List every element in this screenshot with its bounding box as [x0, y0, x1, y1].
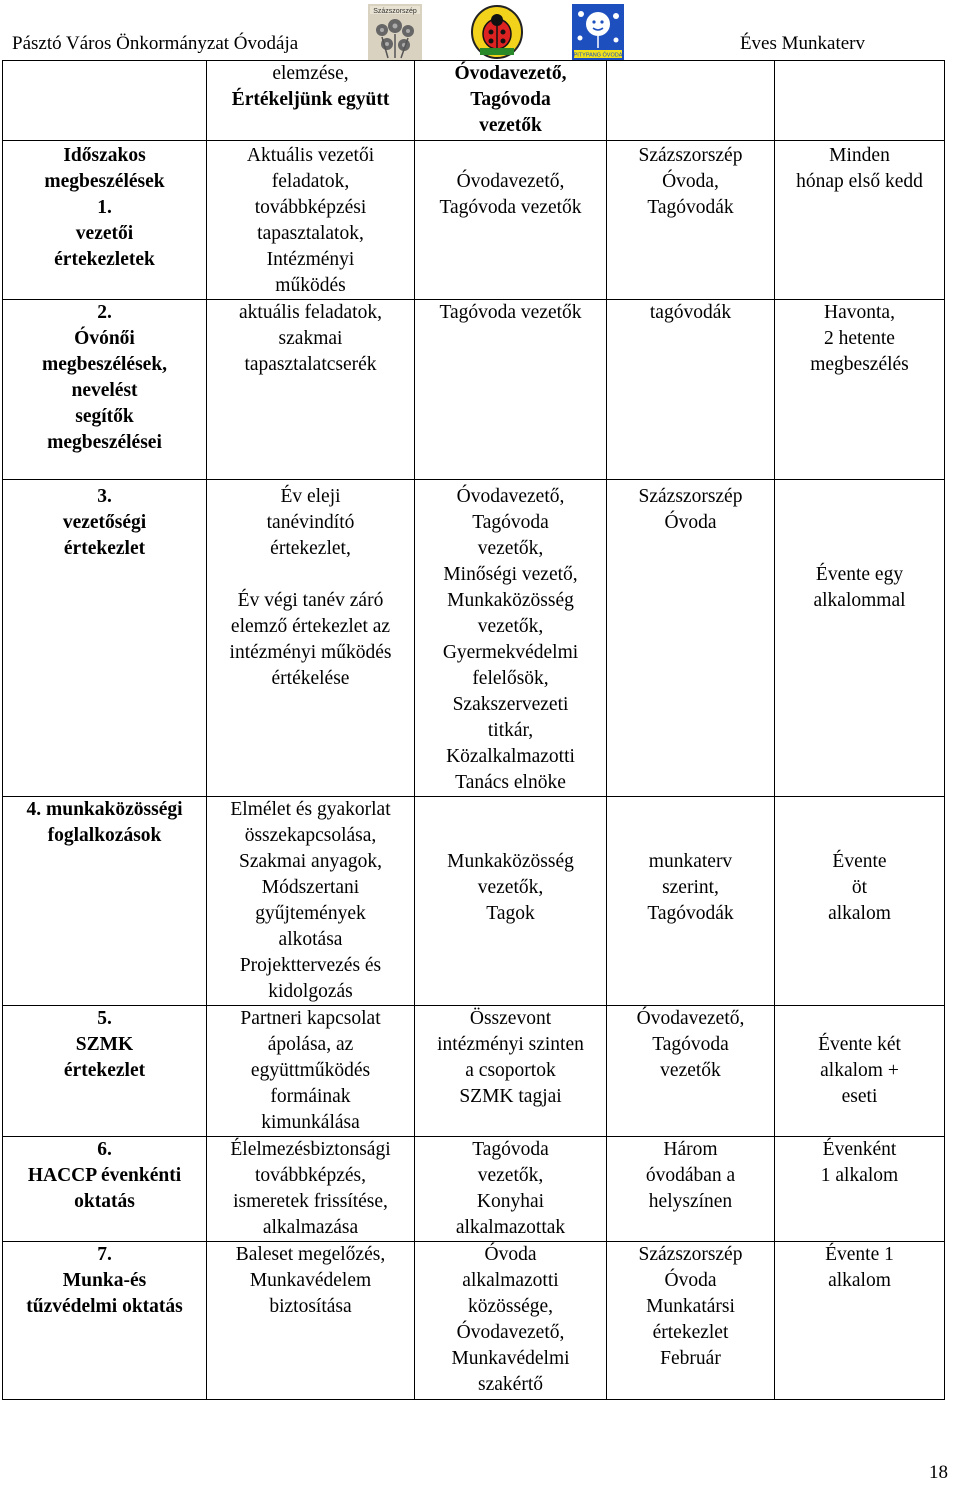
- cell-line: alkalom: [828, 903, 891, 924]
- cell-line: titkár,: [487, 720, 534, 741]
- cell-line: vezetők,: [477, 1165, 544, 1186]
- responsible-cell: [415, 1242, 607, 1400]
- cell-line: Konyhai: [476, 1191, 545, 1212]
- cell-line: Tagóvodák: [647, 197, 734, 218]
- cell-line: Százszorszép: [638, 1244, 743, 1265]
- topic-cell: [3, 141, 207, 300]
- cell-line: [779, 1006, 940, 1032]
- responsible-cell: [415, 1137, 607, 1242]
- cell-line: [611, 797, 770, 823]
- cell-line: értékelése: [271, 668, 350, 689]
- table-row: [3, 300, 945, 480]
- cell-line: vezetők,: [477, 538, 544, 559]
- cell-line: értekezletek: [54, 249, 155, 270]
- cell-line: összekapcsolása,: [244, 825, 377, 846]
- cell-line: Minőségi vezető,: [443, 564, 578, 585]
- cell-line: ápolása, az: [267, 1034, 354, 1055]
- cell-line: Baleset megelőzés,: [235, 1244, 386, 1265]
- cell-line: [779, 823, 940, 849]
- cell-line: Élelmezésbiztonsági: [230, 1139, 391, 1160]
- cell-line: oktatás: [74, 1191, 135, 1212]
- cell-line: tanévindító: [266, 512, 355, 533]
- cell-line: Óvónői: [74, 328, 135, 349]
- cell-line: Három: [663, 1139, 718, 1160]
- cell-line: Munkatársi: [646, 1296, 735, 1317]
- cell-line: megbeszélés: [810, 354, 909, 375]
- table-row: [3, 141, 945, 300]
- frequency-cell: [775, 480, 945, 797]
- frequency-cell: [775, 300, 945, 480]
- cell-line: [419, 823, 602, 849]
- cell-line: Tagóvoda: [472, 1139, 549, 1160]
- table-row: [3, 797, 945, 1006]
- cell-line: Havonta,: [824, 302, 895, 323]
- cell-line: biztosítása: [269, 1296, 352, 1317]
- cell-line: Munkavédelem: [249, 1270, 372, 1291]
- cell-line: [419, 797, 602, 823]
- page-header: [0, 0, 960, 60]
- cell-line: Tagóvoda vezetők: [439, 302, 582, 323]
- cell-line: tapasztalatok,: [257, 223, 364, 244]
- cell-line: Intézményi: [266, 249, 355, 270]
- cell-line: Évente 1: [825, 1244, 894, 1265]
- table-row: [3, 1242, 945, 1400]
- cell-line: eseti: [841, 1086, 878, 1107]
- location-cell: [607, 61, 775, 141]
- cell-line: 6.: [97, 1139, 112, 1160]
- cell-line: Tagok: [486, 903, 535, 924]
- cell-line: Tagóvoda vezetők: [439, 197, 582, 218]
- cell-line: Február: [660, 1348, 721, 1369]
- responsible-cell: [415, 480, 607, 797]
- content-cell: [207, 300, 415, 480]
- cell-line: megbeszélések: [44, 171, 165, 192]
- cell-line: közössége,: [467, 1296, 554, 1317]
- cell-line: [211, 562, 410, 588]
- topic-cell: [3, 61, 207, 141]
- cell-line: vezetők,: [477, 877, 544, 898]
- cell-line: SZMK: [75, 1034, 134, 1055]
- cell-line: HACCP évenkénti: [27, 1165, 182, 1186]
- location-cell: [607, 1242, 775, 1400]
- cell-line: alkalmazása: [262, 1217, 359, 1238]
- location-cell: [607, 797, 775, 1006]
- cell-line: szakmai: [278, 328, 343, 349]
- cell-line: megbeszélések,: [41, 354, 168, 375]
- location-cell: [607, 300, 775, 480]
- topic-cell: [3, 480, 207, 797]
- cell-line: [419, 143, 602, 169]
- cell-line: Partneri kapcsolat: [240, 1008, 381, 1029]
- cell-line: 2 hetente: [824, 328, 895, 349]
- cell-line: alkotása: [278, 929, 343, 950]
- cell-line: intézményi szinten: [437, 1034, 584, 1055]
- cell-line: értekezlet: [63, 1060, 146, 1081]
- cell-line: alkalom +: [820, 1060, 899, 1081]
- cell-line: alkalom: [828, 1270, 891, 1291]
- cell-line: formáinak: [270, 1086, 351, 1107]
- cell-line: Óvodavezető,: [456, 1322, 565, 1343]
- cell-line: 2.: [97, 302, 112, 323]
- cell-line: Időszakos: [63, 145, 146, 166]
- cell-line: Közalkalmazotti: [446, 746, 575, 767]
- cell-line: Munkaközösség: [447, 851, 574, 872]
- cell-line: továbbképzési: [254, 197, 367, 218]
- cell-line: megbeszélései: [47, 432, 162, 453]
- cell-line: [611, 823, 770, 849]
- cell-line: Tanács elnöke: [455, 772, 566, 793]
- location-cell: [607, 1137, 775, 1242]
- cell-line: értekezlet: [63, 538, 146, 559]
- cell-line: Óvodavezető,: [454, 63, 567, 84]
- cell-line: Munka-és: [62, 1270, 147, 1291]
- cell-line: Százszorszép: [638, 486, 743, 507]
- responsible-cell: [415, 300, 607, 480]
- cell-line: értekezlet: [652, 1322, 729, 1343]
- cell-line: elemző értekezlet az: [230, 616, 391, 637]
- cell-line: vezetői: [75, 223, 134, 244]
- cell-line: óvodában a: [645, 1165, 736, 1186]
- cell-line: Minden: [829, 145, 890, 166]
- cell-line: Munkavédelmi: [451, 1348, 570, 1369]
- cell-line: Óvodavezető,: [636, 1008, 745, 1029]
- cell-line: nevelést: [71, 380, 138, 401]
- cell-line: alkalmazottak: [455, 1217, 566, 1238]
- cell-line: vezetők: [479, 115, 542, 136]
- table-row: [3, 1006, 945, 1137]
- cell-line: feladatok,: [271, 171, 350, 192]
- cell-line: Óvodavezető,: [456, 486, 565, 507]
- location-cell: [607, 141, 775, 300]
- cell-line: elemzése,: [272, 63, 349, 84]
- cell-line: hónap első kedd: [796, 171, 923, 192]
- cell-line: 1 alkalom: [820, 1165, 899, 1186]
- flower-logo-icon: [368, 4, 422, 60]
- cell-line: Év végi tanév záró: [237, 590, 384, 611]
- cell-line: Évenként: [822, 1139, 897, 1160]
- responsible-cell: [415, 797, 607, 1006]
- cell-line: 4. munkaközösségi: [26, 799, 183, 820]
- cell-line: SZMK tagjai: [459, 1086, 562, 1107]
- cell-line: Százszorszép: [638, 145, 743, 166]
- cell-line: [779, 536, 940, 562]
- cell-line: Tagóvodák: [647, 903, 734, 924]
- topic-cell: [3, 1242, 207, 1400]
- cell-line: Tagóvoda: [652, 1034, 729, 1055]
- table-row: [3, 480, 945, 797]
- frequency-cell: [775, 797, 945, 1006]
- cell-line: foglalkozások: [47, 825, 162, 846]
- cell-line: Óvodavezető,: [456, 171, 565, 192]
- cell-line: gyűjtemények: [255, 903, 366, 924]
- cell-line: Óvoda,: [662, 171, 719, 192]
- cell-line: [779, 797, 940, 823]
- cell-line: Évente: [832, 851, 887, 872]
- cell-line: alkalommal: [813, 590, 906, 611]
- responsible-cell: [415, 141, 607, 300]
- frequency-cell: [775, 1137, 945, 1242]
- cell-line: munkaterv: [648, 851, 733, 872]
- cell-line: segítők: [75, 406, 134, 427]
- cell-line: Szakszervezeti: [452, 694, 569, 715]
- cell-line: 1.: [97, 197, 112, 218]
- cell-line: vezetők,: [477, 616, 544, 637]
- cell-line: ismeretek frissítése,: [233, 1191, 388, 1212]
- cell-line: Évente két: [818, 1034, 901, 1055]
- cell-line: működés: [275, 275, 346, 296]
- cell-line: tűzvédelmi oktatás: [26, 1296, 183, 1317]
- frequency-cell: [775, 61, 945, 141]
- cell-line: 3.: [97, 486, 112, 507]
- cell-line: [779, 484, 940, 510]
- cell-line: Óvoda: [664, 1270, 717, 1291]
- frequency-cell: [775, 141, 945, 300]
- cell-line: a csoportok: [465, 1060, 556, 1081]
- cell-line: vezetők: [660, 1060, 721, 1081]
- cell-line: Tagóvoda: [470, 89, 551, 110]
- logo-text: PITYPANG ÓVODA: [573, 52, 623, 59]
- content-cell: [207, 1242, 415, 1400]
- cell-line: szerint,: [662, 877, 719, 898]
- cell-line: tagóvodák: [649, 302, 732, 323]
- topic-cell: [3, 1006, 207, 1137]
- cell-line: alkalmazotti: [462, 1270, 559, 1291]
- cell-line: Szakmai anyagok,: [239, 851, 382, 872]
- cell-line: együttműködés: [250, 1060, 371, 1081]
- dandelion-logo-icon: [572, 4, 624, 60]
- table-row: [3, 61, 945, 141]
- content-cell: [207, 1006, 415, 1137]
- topic-cell: [3, 300, 207, 480]
- logo-text: Százszorszép: [373, 8, 417, 15]
- cell-line: Elmélet és gyakorlat: [230, 799, 391, 820]
- table-row: [3, 1137, 945, 1242]
- meetings-table: [2, 60, 945, 1400]
- cell-line: Munkaközösség: [447, 590, 574, 611]
- cell-line: helyszínen: [648, 1191, 733, 1212]
- cell-line: öt: [851, 877, 868, 898]
- responsible-cell: [415, 1006, 607, 1137]
- ladybug-logo-icon: [470, 4, 524, 60]
- frequency-cell: [775, 1242, 945, 1400]
- responsible-cell: [415, 61, 607, 141]
- cell-line: szakértő: [478, 1374, 543, 1395]
- cell-line: intézményi működés: [229, 642, 392, 663]
- cell-line: tapasztalatcserék: [244, 354, 377, 375]
- cell-line: Óvoda: [484, 1244, 537, 1265]
- cell-line: Összevont: [469, 1008, 552, 1029]
- content-cell: [207, 797, 415, 1006]
- cell-line: Gyermekvédelmi: [442, 642, 579, 663]
- cell-line: kidolgozás: [268, 981, 353, 1002]
- cell-line: Óvoda: [664, 512, 717, 533]
- content-cell: [207, 141, 415, 300]
- cell-line: továbbképzés,: [254, 1165, 366, 1186]
- cell-line: 7.: [97, 1244, 112, 1265]
- cell-line: vezetőségi: [62, 512, 147, 533]
- header-document-title: Éves Munkaterv: [739, 33, 865, 54]
- content-cell: [207, 480, 415, 797]
- cell-line: felelősök,: [472, 668, 549, 689]
- cell-line: [779, 510, 940, 536]
- location-cell: [607, 480, 775, 797]
- cell-line: kimunkálása: [261, 1112, 360, 1133]
- cell-line: Módszertani: [261, 877, 360, 898]
- location-cell: [607, 1006, 775, 1137]
- cell-line: Projekttervezés és: [239, 955, 382, 976]
- topic-cell: [3, 797, 207, 1006]
- page-number: 18: [929, 1462, 948, 1483]
- topic-cell: [3, 1137, 207, 1242]
- content-cell: [207, 1137, 415, 1242]
- cell-line: Aktuális vezetői: [246, 145, 375, 166]
- cell-line: 5.: [97, 1008, 112, 1029]
- header-institution-name: Pásztó Város Önkormányzat Óvodája: [12, 33, 299, 54]
- frequency-cell: [775, 1006, 945, 1137]
- cell-line: Évente egy: [815, 564, 904, 585]
- content-cell: [207, 61, 415, 141]
- cell-line: értekezlet,: [270, 538, 351, 559]
- cell-line: Értékeljünk együtt: [231, 89, 390, 110]
- cell-line: aktuális feladatok,: [239, 302, 382, 323]
- cell-line: Tagóvoda: [472, 512, 549, 533]
- cell-line: Év eleji: [280, 486, 341, 507]
